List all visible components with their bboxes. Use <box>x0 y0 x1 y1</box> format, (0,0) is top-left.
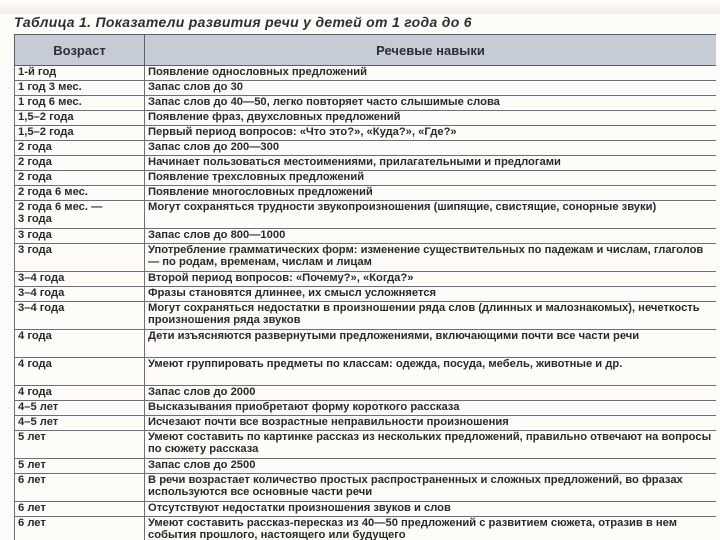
table-row <box>15 171 717 186</box>
age-cell: 2 года <box>15 171 145 186</box>
table-row <box>15 66 717 81</box>
speech-development-table <box>14 34 716 540</box>
age-cell: 4–5 лет <box>15 401 145 416</box>
table-row <box>15 474 717 502</box>
skill-cell: Запас слов до 30 <box>145 81 717 96</box>
table-row <box>15 330 717 358</box>
age-cell: 6 лет <box>15 517 145 540</box>
skill-cell: В речи возрастает количество простых распространенных и сложных предложений, во фразах используются все основные части речи <box>145 474 717 502</box>
skill-cell: Первый период вопросов: «Что это?», «Куда?», «Где?» <box>145 126 717 141</box>
skill-cell: Второй период вопросов: «Почему?», «Когда?» <box>145 272 717 287</box>
table-body <box>15 66 717 540</box>
skill-cell: Запас слов до 2500 <box>145 459 717 474</box>
table-row <box>15 416 717 431</box>
age-cell: 6 лет <box>15 474 145 502</box>
table-row <box>15 156 717 171</box>
skill-cell: Запас слов до 200—300 <box>145 141 717 156</box>
skill-cell: Запас слов до 2000 <box>145 386 717 401</box>
table-row <box>15 401 717 416</box>
age-cell: 1 год 3 мес. <box>15 81 145 96</box>
skill-cell: Могут сохраняться трудности звукопроизношения (шипящие, свистящие, сонорные звуки) <box>145 201 717 229</box>
table-row <box>15 431 717 459</box>
table-row <box>15 111 717 126</box>
skill-cell: Отсутствуют недостатки произношения звуков и слов <box>145 502 717 517</box>
skill-cell: Начинает пользоваться местоимениями, прилагательными и предлогами <box>145 156 717 171</box>
table-row <box>15 141 717 156</box>
skill-cell: Могут сохраняться недостатки в произношении ряда слов (длинных и малознакомых), нечеткость произношения ряда звуков <box>145 302 717 330</box>
table-row <box>15 287 717 302</box>
table-row <box>15 517 717 540</box>
skill-cell: Высказывания приобретают форму короткого рассказа <box>145 401 717 416</box>
table-row <box>15 386 717 401</box>
column-header-age: Возраст <box>15 35 145 66</box>
age-cell: 5 лет <box>15 459 145 474</box>
table-container <box>14 34 716 540</box>
skill-cell: Появление многословных предложений <box>145 186 717 201</box>
table-title: Таблица 1. Показатели развития речи у детей от 1 года до 6 <box>14 14 472 30</box>
skill-cell: Умеют составить рассказ-пересказ из 40—50 предложений с развитием сюжета, отразив в нем события прошлого, настоящего или будущего <box>145 517 717 540</box>
age-cell: 4 года <box>15 358 145 386</box>
table-header-row <box>15 35 717 66</box>
table-row <box>15 272 717 287</box>
age-cell: 2 года 6 мес. <box>15 186 145 201</box>
age-cell: 3–4 года <box>15 287 145 302</box>
age-cell: 2 года <box>15 156 145 171</box>
skill-cell: Употребление грамматических форм: изменение существительных по падежам и числам, глаголов — по родам, временам, числам и лицам <box>145 244 717 272</box>
age-cell: 4–5 лет <box>15 416 145 431</box>
top-accent-bar <box>0 0 720 14</box>
age-cell: 2 года <box>15 141 145 156</box>
table-row <box>15 459 717 474</box>
skill-cell: Умеют составить по картинке рассказ из нескольких предложений, правильно отвечают на вопросы по сюжету рассказа <box>145 431 717 459</box>
age-cell: 1 год 6 мес. <box>15 96 145 111</box>
age-cell: 3–4 года <box>15 272 145 287</box>
age-cell: 3–4 года <box>15 302 145 330</box>
table-row <box>15 229 717 244</box>
table-row <box>15 201 717 229</box>
table-row <box>15 302 717 330</box>
table-row <box>15 126 717 141</box>
table-row <box>15 96 717 111</box>
age-cell: 1,5–2 года <box>15 126 145 141</box>
age-cell: 3 года <box>15 244 145 272</box>
table-row <box>15 502 717 517</box>
age-cell: 6 лет <box>15 502 145 517</box>
table-row <box>15 358 717 386</box>
age-cell: 1,5–2 года <box>15 111 145 126</box>
skill-cell: Фразы становятся длиннее, их смысл усложняется <box>145 287 717 302</box>
column-header-skills: Речевые навыки <box>145 35 717 66</box>
skill-cell: Исчезают почти все возрастные неправильности произношения <box>145 416 717 431</box>
age-cell: 1-й год <box>15 66 145 81</box>
table-row <box>15 244 717 272</box>
age-cell: 4 года <box>15 386 145 401</box>
table-row <box>15 186 717 201</box>
skill-cell: Дети изъясняются развернутыми предложениями, включающими почти все части речи <box>145 330 717 358</box>
skill-cell: Появление фраз, двухсловных предложений <box>145 111 717 126</box>
age-cell: 4 года <box>15 330 145 358</box>
skill-cell: Запас слов до 800—1000 <box>145 229 717 244</box>
skill-cell: Появление однословных предложений <box>145 66 717 81</box>
age-cell: 5 лет <box>15 431 145 459</box>
table-row <box>15 81 717 96</box>
skill-cell: Умеют группировать предметы по классам: одежда, посуда, мебель, животные и др. <box>145 358 717 386</box>
age-cell: 3 года <box>15 229 145 244</box>
skill-cell: Появление трехсловных предложений <box>145 171 717 186</box>
age-cell: 2 года 6 мес. — 3 года <box>15 201 145 229</box>
skill-cell: Запас слов до 40—50, легко повторяет часто слышимые слова <box>145 96 717 111</box>
